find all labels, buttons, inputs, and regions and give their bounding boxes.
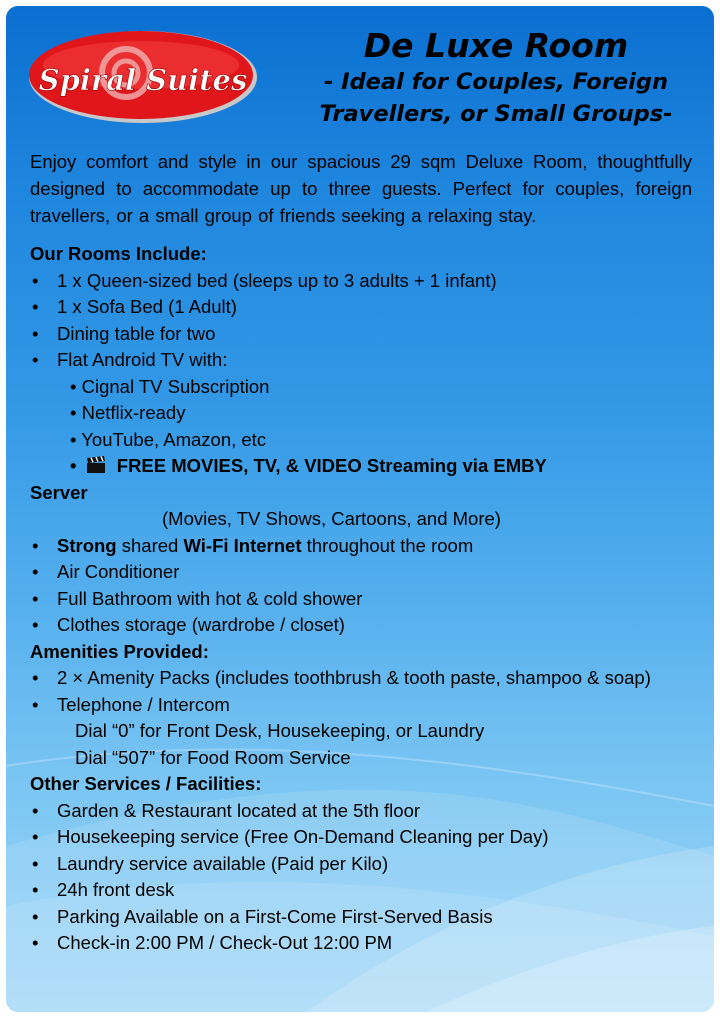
emby-bullet: • bbox=[70, 455, 77, 476]
list-item-sofa-bed: • 1 x Sofa Bed (1 Adult) bbox=[30, 294, 692, 321]
list-item-front-desk: • 24h front desk bbox=[30, 877, 692, 904]
list-item-telephone: • Telephone / Intercom bbox=[30, 692, 692, 719]
emby-server: Server bbox=[30, 481, 88, 503]
list-item-checkin: • Check-in 2:00 PM / Check-Out 12:00 PM bbox=[30, 930, 692, 957]
list-item-amenity-packs bbox=[30, 665, 692, 692]
emby-note: (Movies, TV Shows, Cartoons, and More) bbox=[162, 508, 501, 529]
content bbox=[30, 148, 692, 957]
wifi-end: throughout the room bbox=[301, 534, 474, 556]
sub-item-youtube: • YouTube, Amazon, etc bbox=[70, 428, 267, 450]
room-subtitle-line2: Travellers, or Small Groups- bbox=[319, 101, 673, 127]
clapperboard-icon bbox=[86, 456, 106, 474]
flyer-card bbox=[6, 6, 714, 1012]
list-item-aircon: • Air Conditioner bbox=[30, 559, 692, 586]
intro-paragraph: Enjoy comfort and style in our spacious 29 sqm Deluxe Room, thoughtfully designed to accommodate up to three guests. Perfect for couples, foreign travellers, or a small group of friends seeking a relaxing stay. bbox=[30, 151, 692, 226]
list-item-bathroom: • Full Bathroom with hot & cold shower bbox=[30, 586, 692, 613]
list-item-housekeeping: • Housekeeping service (Free On-Demand Cleaning per Day) bbox=[30, 824, 692, 851]
list-item-queen-bed: • 1 x Queen-sized bed (sleeps up to 3 adults + 1 infant) bbox=[30, 268, 692, 295]
sub-item-emby bbox=[30, 453, 692, 480]
wifi-strong: Strong bbox=[57, 534, 117, 556]
rooms-heading: Our Rooms Include: bbox=[30, 243, 207, 264]
wifi-mid: shared bbox=[116, 534, 184, 556]
spiral-suites-logo bbox=[26, 28, 260, 126]
sub-item-cignal: • Cignal TV Subscription bbox=[70, 375, 270, 397]
list-item-garden: • Garden & Restaurant located at the 5th floor bbox=[30, 798, 692, 825]
list-item-dining: • Dining table for two bbox=[30, 321, 692, 348]
amenity-packs-text: 2 × Amenity Packs (includes toothbrush & tooth paste, shampoo & soap) bbox=[57, 667, 651, 688]
dial-food-service: Dial “507” for Food Room Service bbox=[75, 746, 351, 768]
room-title: De Luxe Room bbox=[363, 26, 629, 65]
list-item-storage: • Clothes storage (wardrobe / closet) bbox=[30, 612, 692, 639]
list-item-laundry: • Laundry service available (Paid per Kilo) bbox=[30, 851, 692, 878]
emby-text: FREE MOVIES, TV, & VIDEO Streaming via EMBY bbox=[116, 455, 547, 476]
title-block bbox=[296, 26, 696, 130]
room-subtitle-line1: - Ideal for Couples, Foreign bbox=[324, 69, 668, 95]
sub-item-netflix: • Netflix-ready bbox=[70, 402, 186, 423]
dial-front-desk: Dial “0” for Front Desk, Housekeeping, or Laundry bbox=[75, 720, 485, 741]
list-item-tv: • Flat Android TV with: bbox=[30, 347, 692, 374]
amenities-heading: Amenities Provided: bbox=[30, 640, 209, 662]
list-item-parking: • Parking Available on a First-Come First-Served Basis bbox=[30, 904, 692, 931]
svg-text:Spiral Suites: Spiral Suites bbox=[38, 63, 248, 97]
list-item-wifi bbox=[30, 533, 692, 560]
services-heading: Other Services / Facilities: bbox=[30, 773, 262, 794]
wifi-bold: Wi-Fi Internet bbox=[183, 534, 302, 556]
